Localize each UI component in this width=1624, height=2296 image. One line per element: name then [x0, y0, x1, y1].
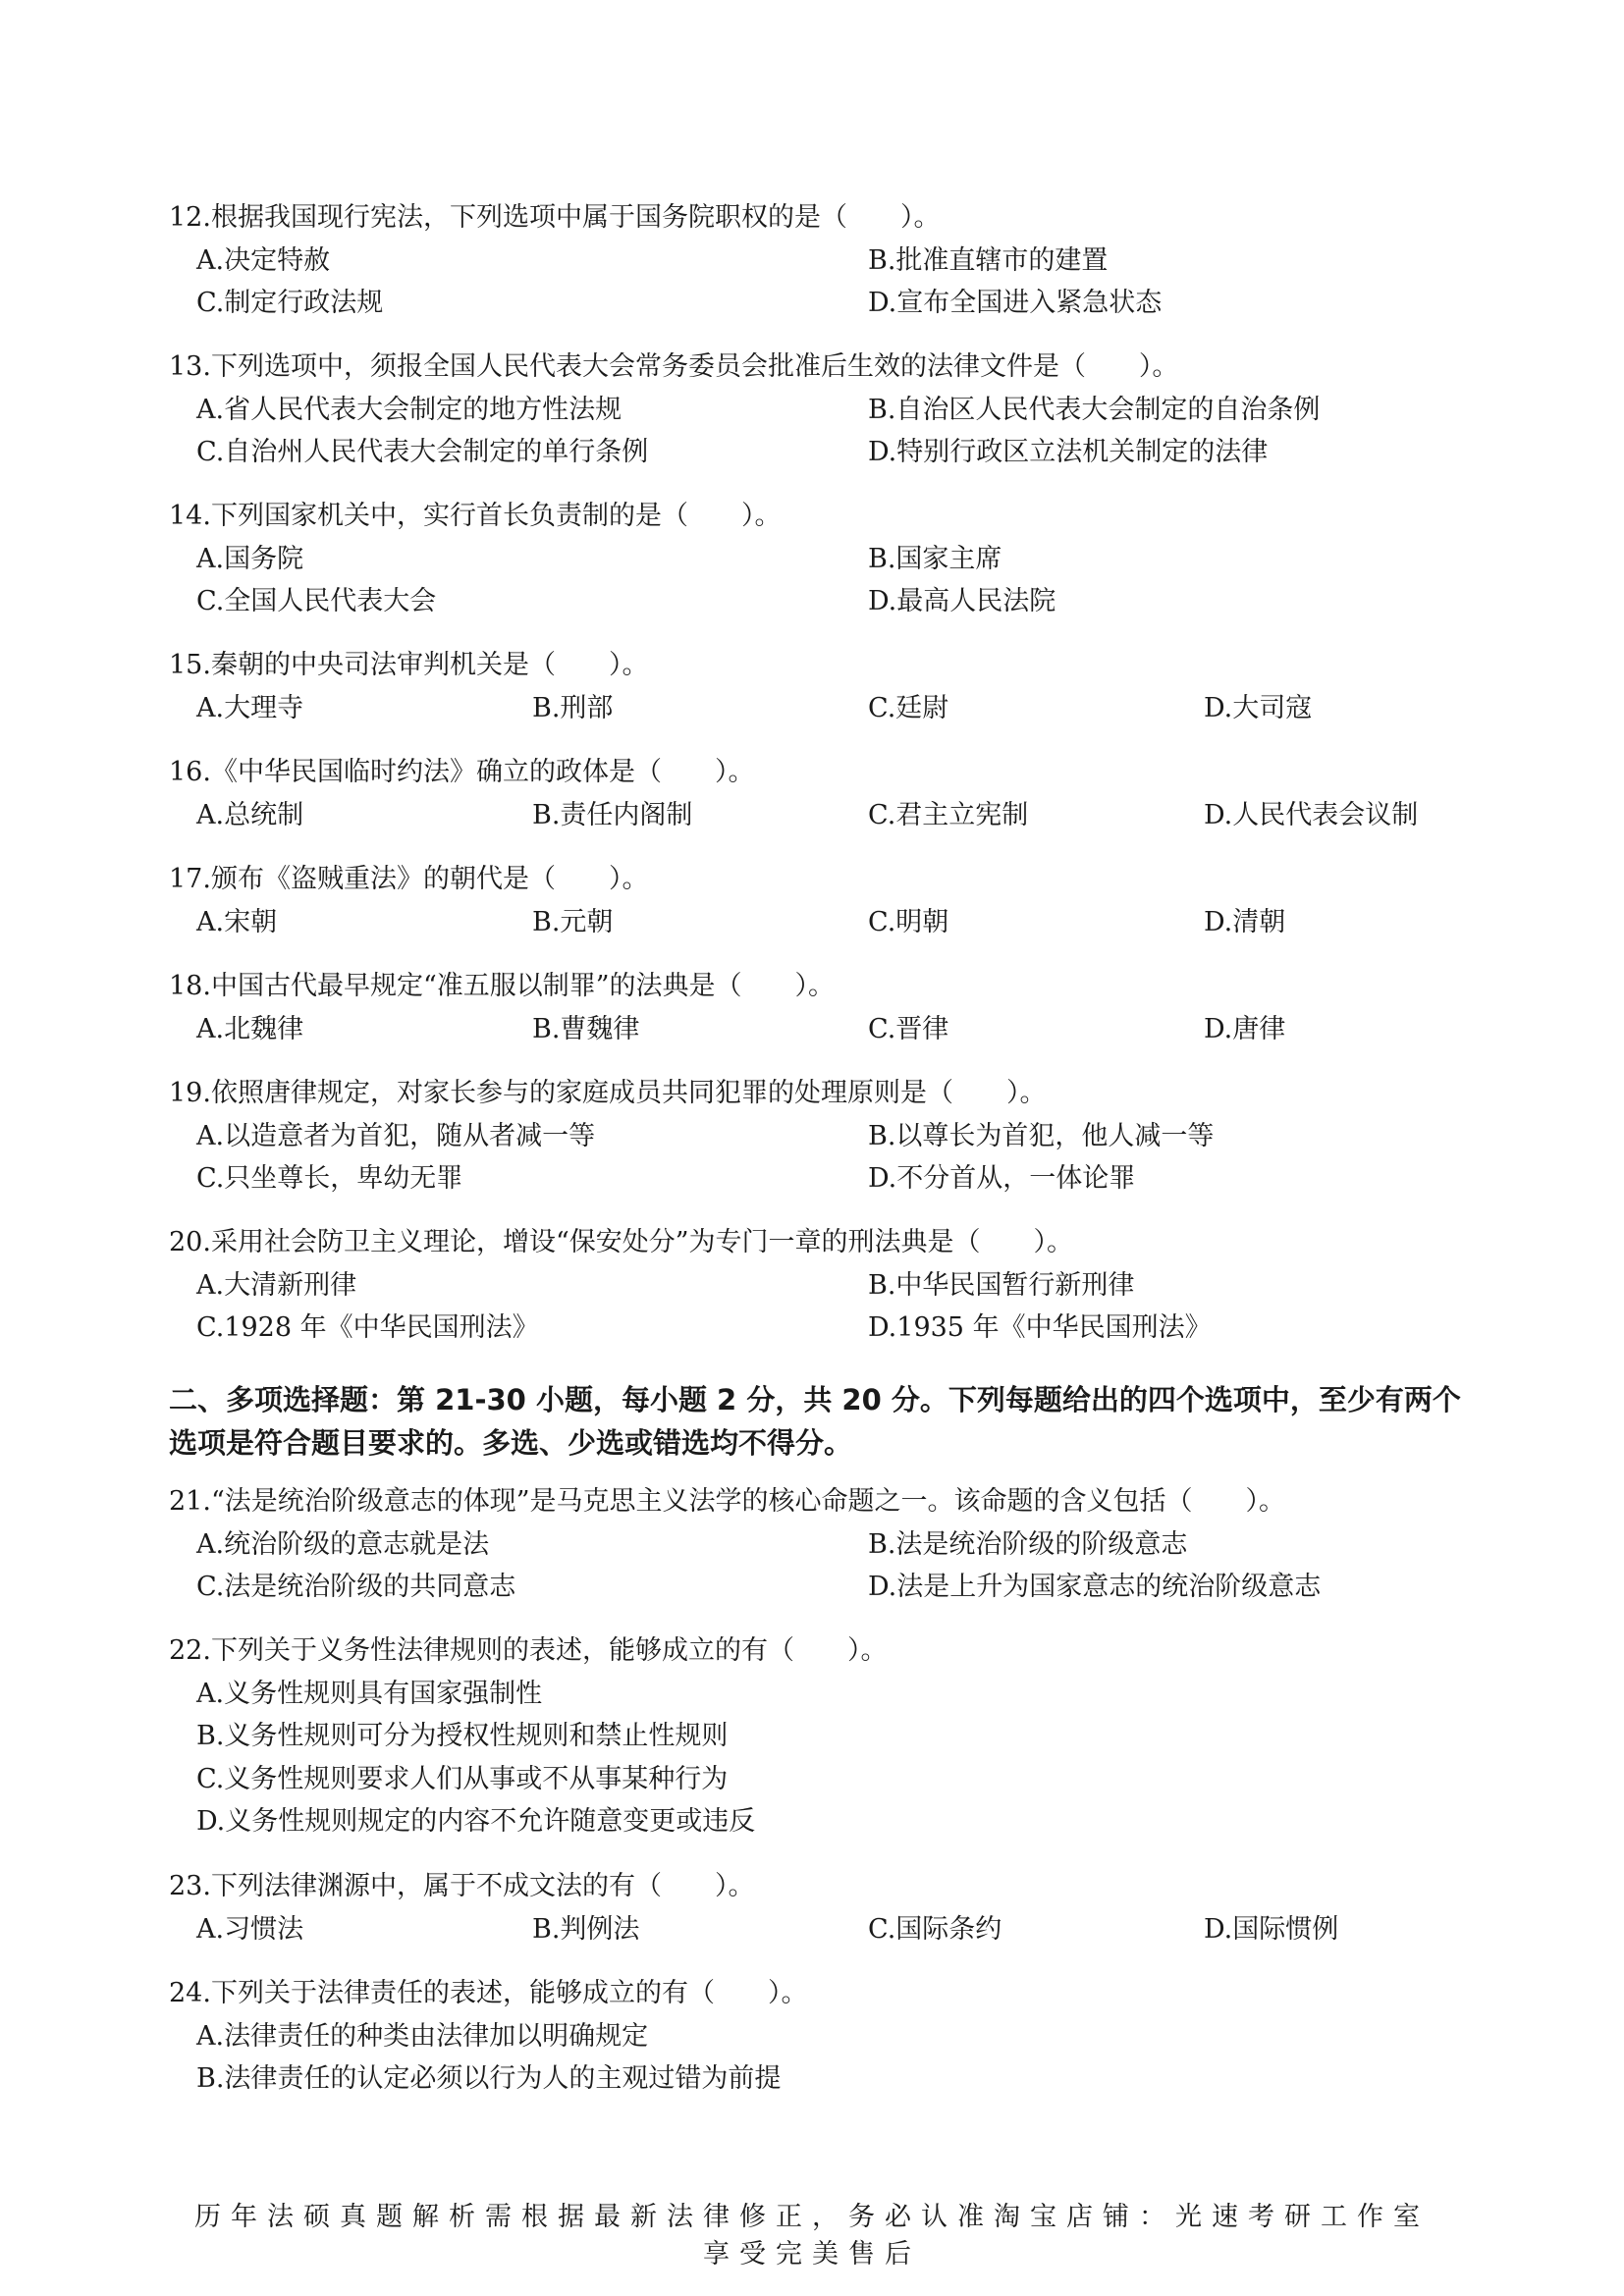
question-12 [169, 196, 1465, 325]
option-c: C.廷尉 [868, 692, 949, 723]
option-a: A.北魏律 [196, 1013, 304, 1044]
option-d: D.人民代表会议制 [1204, 799, 1419, 830]
option-b: B.刑部 [532, 692, 614, 723]
option-d: D.最高人民法院 [868, 586, 1056, 616]
question-18 [169, 965, 1465, 1050]
question-22 [169, 1629, 1465, 1843]
footer-line-2: 享受完美售后 [703, 2239, 921, 2269]
option-b: B.批准直辖市的建置 [868, 244, 1109, 276]
question-stem: 19.依照唐律规定，对家长参与的家庭成员共同犯罪的处理原则是（ ）。 [169, 1078, 1047, 1108]
question-13 [169, 346, 1465, 474]
question-stem: 24.下列关于法律责任的表述，能够成立的有（ ）。 [169, 1978, 808, 2008]
option-d: D.义务性规则规定的内容不允许随意变更或违反 [196, 1806, 756, 1837]
option-d: D.法是上升为国家意志的统治阶级意志 [868, 1572, 1322, 1602]
option-b: B.以尊长为首犯，他人减一等 [868, 1120, 1215, 1151]
option-b: B.义务性规则可分为授权性规则和禁止性规则 [196, 1721, 729, 1751]
option-c: C.君主立宪制 [868, 799, 1029, 830]
option-a: A.义务性规则具有国家强制性 [196, 1678, 543, 1709]
option-a: A.省人民代表大会制定的地方性法规 [196, 394, 623, 425]
question-stem: 17.颁布《盗贼重法》的朝代是（ ）。 [169, 864, 649, 894]
question-23 [169, 1865, 1465, 1950]
option-d: D.1935 年《中华民国刑法》 [868, 1312, 1212, 1343]
option-c: C.自治州人民代表大会制定的单行条例 [196, 437, 649, 467]
option-a: A.国务院 [196, 543, 304, 574]
option-d: D.清朝 [1204, 906, 1286, 937]
question-stem: 18.中国古代最早规定“准五服以制罪”的法典是（ ）。 [169, 971, 836, 1001]
option-b: B.自治区人民代表大会制定的自治条例 [868, 394, 1321, 425]
option-b: B.中华民国暂行新刑律 [868, 1269, 1135, 1301]
question-stem: 15.秦朝的中央司法审判机关是（ ）。 [169, 650, 649, 680]
question-21 [169, 1480, 1465, 1609]
question-16 [169, 751, 1465, 836]
footer-notice [0, 2199, 1624, 2273]
option-b: B.国家主席 [868, 543, 1002, 574]
option-a: A.总统制 [196, 799, 304, 830]
option-b: B.元朝 [532, 906, 614, 937]
option-a: A.统治阶级的意志就是法 [196, 1528, 490, 1560]
option-a: A.法律责任的种类由法律加以明确规定 [196, 2020, 649, 2052]
question-stem: 22.下列关于义务性法律规则的表述，能够成立的有（ ）。 [169, 1635, 888, 1666]
option-b: B.判例法 [532, 1913, 640, 1945]
option-c: C.只坐尊长，卑幼无罪 [196, 1163, 463, 1194]
option-b: B.法是统治阶级的阶级意志 [868, 1528, 1188, 1560]
question-17 [169, 858, 1465, 943]
question-stem: 20.采用社会防卫主义理论，增设“保安处分”为专门一章的刑法典是（ ）。 [169, 1227, 1074, 1257]
option-d: D.特别行政区立法机关制定的法律 [868, 437, 1269, 467]
option-c: C.全国人民代表大会 [196, 586, 437, 616]
option-b: B.曹魏律 [532, 1013, 640, 1044]
option-d: D.宣布全国进入紧急状态 [868, 288, 1163, 318]
option-c: C.法是统治阶级的共同意志 [196, 1572, 516, 1602]
question-stem: 16.《中华民国临时约法》确立的政体是（ ）。 [169, 757, 755, 787]
option-a: A.宋朝 [196, 906, 278, 937]
question-stem: 23.下列法律渊源中，属于不成文法的有（ ）。 [169, 1871, 755, 1901]
option-d: D.国际惯例 [1204, 1913, 1339, 1945]
option-c: C.国际条约 [868, 1913, 1002, 1945]
question-15 [169, 644, 1465, 729]
option-d: D.不分首从，一体论罪 [868, 1163, 1136, 1194]
option-a: A.以造意者为首犯，随从者减一等 [196, 1120, 596, 1151]
option-a: A.大清新刑律 [196, 1269, 357, 1301]
section-heading: 二、多项选择题：第 21-30 小题，每小题 2 分，共 20 分。下列每题给出的四个选项中，至少有两个选项是符合题目要求的。多选、少选或错选均不得分。 [169, 1383, 1461, 1460]
question-20 [169, 1221, 1465, 1350]
option-c: C.1928 年《中华民国刑法》 [196, 1312, 539, 1343]
option-d: D.唐律 [1204, 1013, 1286, 1044]
question-stem: 13.下列选项中，须报全国人民代表大会常务委员会批准后生效的法律文件是（ ）。 [169, 351, 1179, 382]
option-c: C.晋律 [868, 1013, 949, 1044]
question-19 [169, 1072, 1465, 1201]
option-d: D.大司寇 [1204, 692, 1313, 723]
question-stem: 12.根据我国现行宪法，下列选项中属于国务院职权的是（ ）。 [169, 202, 941, 233]
option-c: C.明朝 [868, 906, 949, 937]
option-a: A.习惯法 [196, 1913, 304, 1945]
option-a: A.决定特赦 [196, 244, 331, 276]
option-c: C.义务性规则要求人们从事或不从事某种行为 [196, 1763, 729, 1794]
option-c: C.制定行政法规 [196, 288, 384, 318]
question-14 [169, 495, 1465, 623]
option-b: B.法律责任的认定必须以行为人的主观过错为前提 [196, 2063, 782, 2094]
option-b: B.责任内阁制 [532, 799, 693, 830]
question-stem: 14.下列国家机关中，实行首长负责制的是（ ）。 [169, 501, 782, 531]
option-a: A.大理寺 [196, 692, 304, 723]
question-24 [169, 1972, 1465, 2101]
question-stem: 21.“法是统治阶级意志的体现”是马克思主义法学的核心命题之一。该命题的含义包括（ ）。 [169, 1486, 1286, 1517]
footer-line-1: 历年法硕真题解析需根据最新法律修正，务必认准淘宝店铺：光速考研工作室 [194, 2202, 1430, 2232]
